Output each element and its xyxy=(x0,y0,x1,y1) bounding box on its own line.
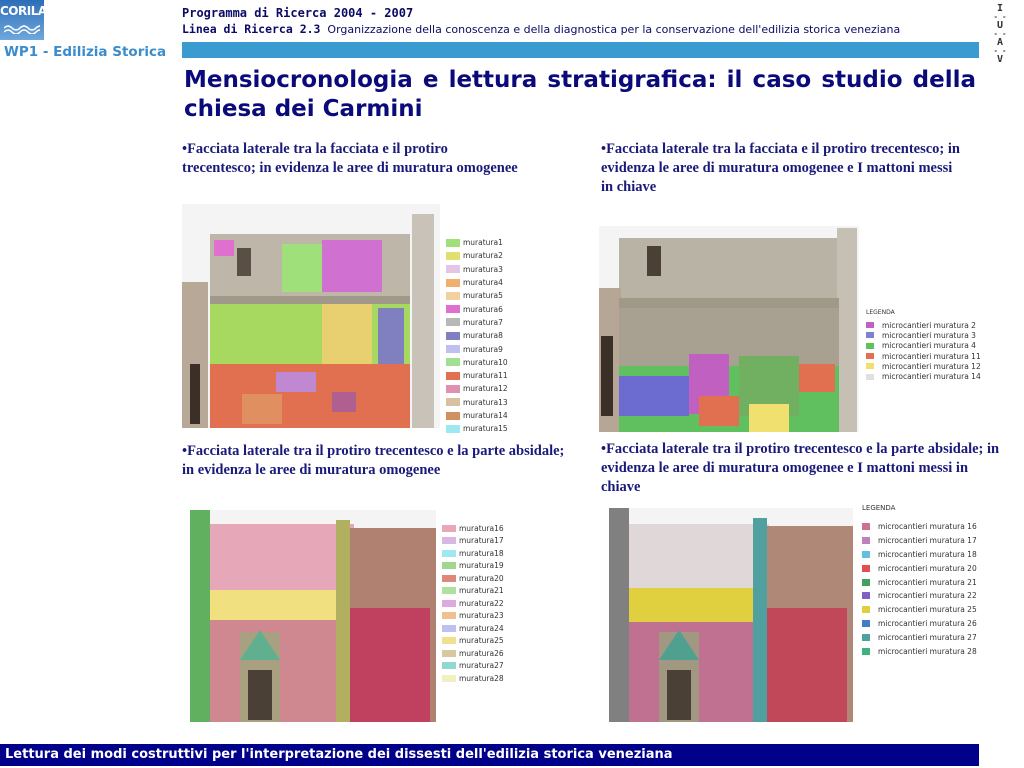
legend-swatch xyxy=(442,600,456,607)
legend-item xyxy=(442,597,504,610)
iuav-letter: I xyxy=(996,3,1004,14)
legend-swatch xyxy=(866,374,874,380)
legend-swatch xyxy=(862,634,870,641)
legend-swatch xyxy=(446,318,460,326)
legend-label: muratura16 xyxy=(459,523,504,533)
legend-title: LEGENDA xyxy=(866,309,895,316)
iuav-letter: U xyxy=(996,20,1004,31)
legend-label: muratura8 xyxy=(463,331,503,341)
legend-label: microcantieri muratura 18 xyxy=(878,549,977,559)
legend-label: microcantieri muratura 21 xyxy=(878,577,977,587)
legend-label: muratura4 xyxy=(463,278,503,288)
legend-label: muratura21 xyxy=(459,586,504,596)
legend-label: microcantieri muratura 26 xyxy=(878,618,977,628)
legend-swatch xyxy=(862,551,870,558)
legend-swatch xyxy=(442,587,456,594)
facade-image-4 xyxy=(609,508,853,722)
panel-caption-1: •Facciata laterale tra la facciata e il protiro trecentesco; in evidenza le aree di muratura omogenee xyxy=(182,141,518,176)
legend-label: microcantieri muratura 2 xyxy=(882,320,976,330)
legend-item xyxy=(446,236,508,249)
legend-item xyxy=(866,361,981,371)
legend-item xyxy=(446,263,508,276)
legend-item xyxy=(446,409,508,422)
legend-swatch xyxy=(442,562,456,569)
legend-label: muratura23 xyxy=(459,611,504,621)
legend-swatch xyxy=(446,385,460,393)
legend-swatch xyxy=(446,279,460,287)
legend-item xyxy=(866,341,981,351)
panel-caption-4: •Facciata laterale tra il protiro trecentesco e la parte absidale; in evidenza le aree di muratura omogenee e I mattoni messi in chiave xyxy=(601,441,1000,495)
legend-masonry-2 xyxy=(442,522,504,685)
header-accent-bar xyxy=(182,42,979,58)
legend-swatch xyxy=(442,525,456,532)
legend-swatch xyxy=(442,625,456,632)
legend-item xyxy=(442,635,504,648)
legend-item xyxy=(862,575,977,589)
legend-swatch xyxy=(866,343,874,349)
legend-swatch xyxy=(862,648,870,655)
legend-swatch xyxy=(446,412,460,420)
legend-swatch xyxy=(446,265,460,273)
research-line-label: Linea di Ricerca 2.3 xyxy=(182,22,321,36)
legend-swatch xyxy=(862,537,870,544)
legend-swatch xyxy=(442,675,456,682)
programme-title: Programma di Ricerca 2004 - 2007 xyxy=(182,6,414,20)
legend-item xyxy=(442,647,504,660)
legend-label: muratura18 xyxy=(459,548,504,558)
legend-item xyxy=(866,330,981,340)
legend-label: muratura2 xyxy=(463,251,503,261)
legend-label: muratura12 xyxy=(463,384,508,394)
legend-swatch xyxy=(862,565,870,572)
legend-microcantieri-1 xyxy=(866,309,981,382)
legend-label: microcantieri muratura 12 xyxy=(882,361,981,371)
legend-label: muratura28 xyxy=(459,673,504,683)
legend-item xyxy=(862,617,977,631)
legend-swatch xyxy=(866,322,874,328)
legend-swatch xyxy=(446,292,460,300)
legend-item xyxy=(446,369,508,382)
legend-label: muratura14 xyxy=(463,411,508,420)
legend-label: muratura22 xyxy=(459,598,504,608)
legend-title: LEGENDA xyxy=(862,504,896,512)
legend-item xyxy=(862,630,977,644)
legend-label: muratura19 xyxy=(459,561,504,571)
legend-swatch xyxy=(442,650,456,657)
legend-swatch xyxy=(446,305,460,313)
legend-item xyxy=(442,672,504,685)
footer-text: Lettura dei modi costruttivi per l'interpretazione dei dissesti dell'edilizia storica veneziana xyxy=(5,747,673,762)
legend-item xyxy=(866,371,981,381)
legend-item xyxy=(442,547,504,560)
legend-item xyxy=(446,276,508,289)
panel-caption-2: •Facciata laterale tra la facciata e il protiro trecentesco; in evidenza le aree di muratura omogenee e I mattoni messi in chiave xyxy=(601,141,960,195)
work-package-label: WP1 - Edilizia Storica xyxy=(4,44,167,60)
legend-item xyxy=(442,610,504,623)
legend-item xyxy=(446,382,508,395)
legend-label: microcantieri muratura 3 xyxy=(882,330,976,340)
legend-swatch xyxy=(446,372,460,380)
legend-label: muratura15 xyxy=(463,424,508,434)
legend-item xyxy=(442,522,504,535)
legend-swatch xyxy=(442,612,456,619)
legend-item xyxy=(862,589,977,603)
legend-swatch xyxy=(446,358,460,366)
legend-label: muratura27 xyxy=(459,661,504,671)
legend-label: microcantieri muratura 28 xyxy=(878,646,977,656)
legend-label: microcantieri muratura 14 xyxy=(882,372,981,382)
legend-swatch xyxy=(446,332,460,340)
legend-label: muratura5 xyxy=(463,291,503,301)
legend-masonry-1 xyxy=(446,236,508,435)
legend-swatch xyxy=(446,252,460,260)
legend-swatch xyxy=(446,239,460,247)
legend-item xyxy=(446,316,508,329)
panel-caption-3: •Facciata laterale tra il protiro trecentesco e la parte absidale; in evidenza le aree di muratura omogenee xyxy=(182,443,565,478)
legend-item xyxy=(862,644,977,658)
legend-swatch xyxy=(866,363,874,369)
legend-label: microcantieri muratura 4 xyxy=(882,341,976,351)
legend-label: muratura11 xyxy=(463,371,508,381)
iuav-letter: A xyxy=(996,37,1004,48)
wave-icon xyxy=(4,24,40,34)
facade-image-3 xyxy=(190,510,436,722)
legend-item xyxy=(446,356,508,369)
iuav-logo: I - - U - - A - - V xyxy=(990,3,1010,65)
legend-label: microcantieri muratura 11 xyxy=(882,351,981,361)
legend-item xyxy=(442,572,504,585)
legend-item xyxy=(442,585,504,598)
legend-label: microcantieri muratura 16 xyxy=(878,522,977,532)
legend-label: muratura10 xyxy=(463,357,508,367)
legend-label: muratura13 xyxy=(463,397,508,407)
legend-swatch xyxy=(866,353,874,359)
legend-label: microcantieri muratura 17 xyxy=(878,536,977,546)
legend-item xyxy=(446,329,508,342)
legend-swatch xyxy=(442,537,456,544)
legend-item xyxy=(862,561,977,575)
legend-label: microcantieri muratura 27 xyxy=(878,632,977,642)
legend-item xyxy=(862,548,977,562)
legend-swatch xyxy=(442,575,456,582)
legend-swatch xyxy=(862,620,870,627)
legend-label: microcantieri muratura 25 xyxy=(878,605,977,615)
legend-label: muratura20 xyxy=(459,573,504,583)
iuav-letter: V xyxy=(996,54,1004,65)
legend-swatch xyxy=(442,637,456,644)
legend-label: muratura9 xyxy=(463,344,503,354)
legend-item xyxy=(446,342,508,355)
legend-label: muratura7 xyxy=(463,317,503,327)
corila-logo-text: CORILA xyxy=(0,4,47,18)
legend-item xyxy=(442,622,504,635)
facade-image-1 xyxy=(182,204,440,428)
legend-item xyxy=(442,560,504,573)
legend-label: muratura1 xyxy=(463,238,503,248)
legend-label: microcantieri muratura 20 xyxy=(878,563,977,573)
legend-item xyxy=(446,302,508,315)
research-line-text: Organizzazione della conoscenza e della diagnostica per la conservazione dell'edilizia storica veneziana xyxy=(327,23,901,36)
legend-item xyxy=(446,249,508,262)
legend-swatch xyxy=(866,332,874,338)
legend-item xyxy=(862,534,977,548)
legend-label: muratura26 xyxy=(459,648,504,658)
legend-swatch xyxy=(442,550,456,557)
legend-label: muratura25 xyxy=(459,636,504,646)
legend-item xyxy=(446,422,508,435)
legend-microcantieri-2 xyxy=(862,504,977,658)
legend-swatch xyxy=(862,523,870,530)
legend-swatch xyxy=(446,425,460,433)
legend-item xyxy=(446,289,508,302)
legend-swatch xyxy=(862,592,870,599)
legend-item xyxy=(866,320,981,330)
legend-item xyxy=(862,520,977,534)
legend-swatch xyxy=(862,579,870,586)
legend-label: muratura6 xyxy=(463,304,503,314)
research-line xyxy=(182,22,900,36)
legend-item xyxy=(862,603,977,617)
legend-swatch xyxy=(862,606,870,613)
legend-label: microcantieri muratura 22 xyxy=(878,591,977,601)
legend-item xyxy=(446,396,508,409)
page-title: Mensiocronologia e lettura stratigrafica: il caso studio della chiesa dei Carmini xyxy=(184,67,976,122)
legend-label: muratura17 xyxy=(459,536,504,546)
legend-label: muratura24 xyxy=(459,623,504,633)
legend-item xyxy=(442,660,504,673)
legend-swatch xyxy=(442,662,456,669)
legend-swatch xyxy=(446,345,460,353)
legend-label: muratura3 xyxy=(463,264,503,274)
legend-item xyxy=(442,535,504,548)
legend-item xyxy=(866,351,981,361)
facade-image-2 xyxy=(599,226,859,432)
legend-swatch xyxy=(446,398,460,406)
